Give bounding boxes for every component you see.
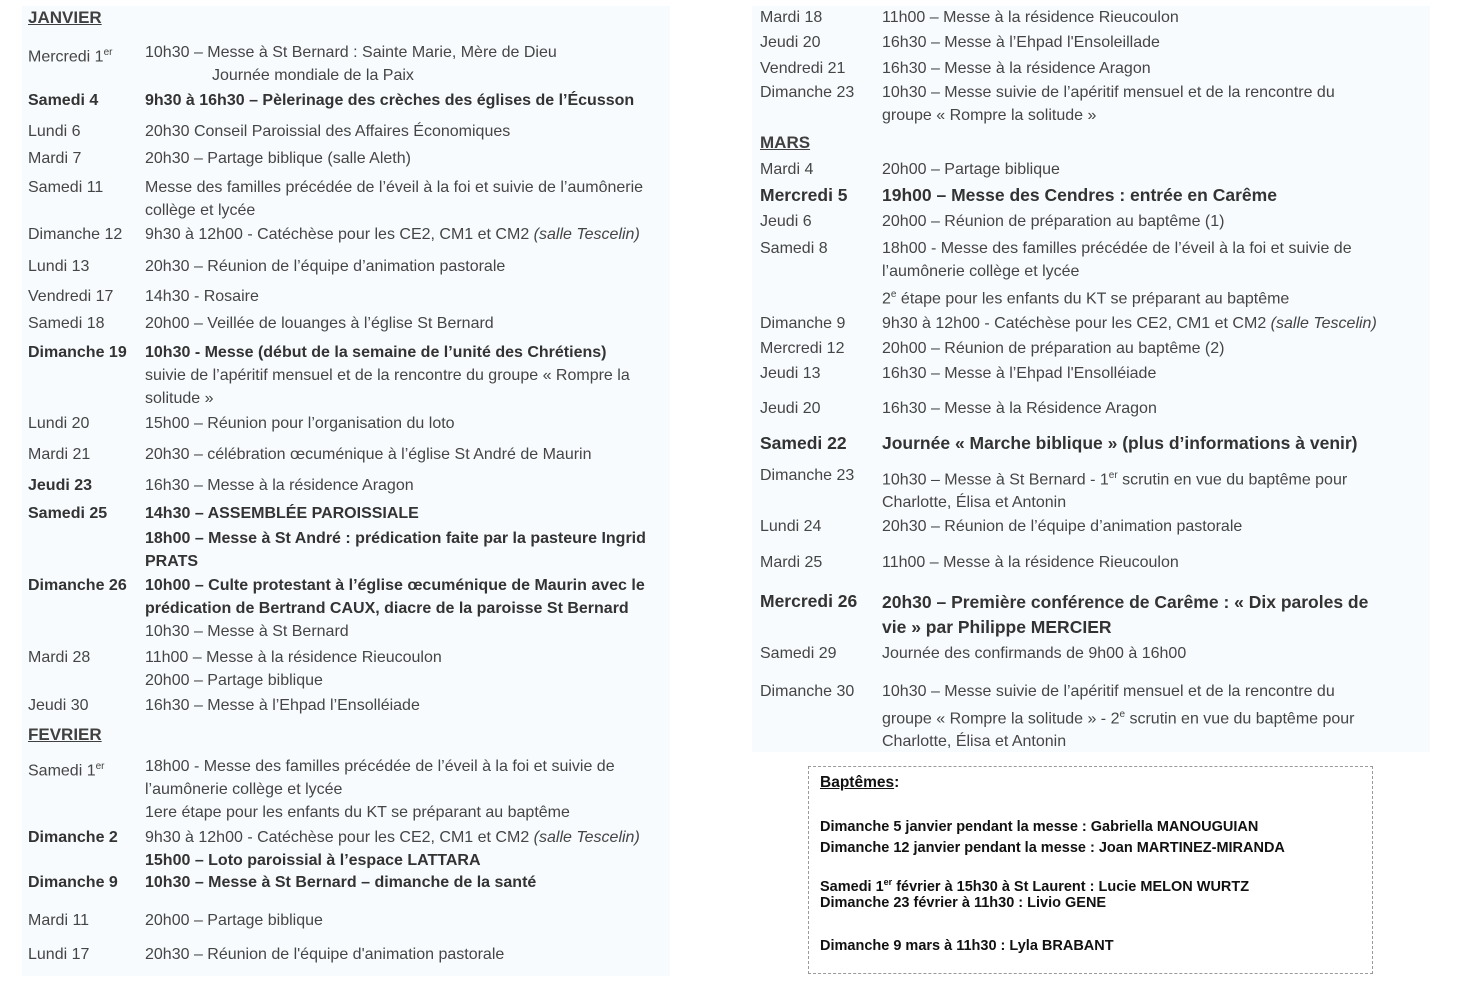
month-heading-fevrier: FEVRIER <box>28 725 102 744</box>
event-description: 10h30 – Messe suivie de l’apéritif mensuel et de la rencontre du groupe « Rompre la solitude » <box>882 84 1335 124</box>
event-day: Samedi 29 <box>760 645 837 662</box>
event-description: 16h30 – Messe à la Résidence Aragon <box>882 400 1157 417</box>
event-description: 9h30 à 12h00 - Catéchèse pour les CE2, CM1 et CM2 (salle Tescelin) 15h00 – Loto paroissial à l’espace LATTARA <box>145 829 640 868</box>
event-day: Dimanche 23 <box>760 467 855 484</box>
bapteme-entry: Samedi 1er février à 15h30 à St Laurent : Lucie MELON WURTZ <box>820 877 1250 895</box>
event-description: 20h30 – célébration œcuménique à l’église St André de Maurin <box>145 446 592 463</box>
event-description: 20h30 – Réunion de l'équipe d'animation pastorale <box>145 946 505 963</box>
bapteme-entry: Dimanche 23 février à 11h30 : Livio GENE <box>820 895 1107 911</box>
event-day: Samedi 8 <box>760 240 828 257</box>
event-day: Jeudi 13 <box>760 365 821 382</box>
event-day: Dimanche 26 <box>28 577 127 594</box>
event-description: 20h00 – Partage biblique <box>145 912 323 929</box>
event-description: 18h00 - Messe des familles précédée de l’éveil à la foi et suivie de l’aumônerie collège et lycée 2e étape pour les enfants du KT se préparant au baptême <box>882 240 1352 308</box>
event-day: Lundi 17 <box>28 946 90 963</box>
event-description: 16h30 – Messe à la résidence Aragon <box>145 477 414 494</box>
event-day: Samedi 11 <box>28 179 104 196</box>
event-day: Samedi 1er <box>28 761 105 780</box>
event-day: Samedi 4 <box>28 92 99 109</box>
event-day: Jeudi 6 <box>760 213 812 230</box>
event-description: 20h30 Conseil Paroissial des Affaires Économiques <box>145 123 511 140</box>
event-day: Mercredi 12 <box>760 340 845 357</box>
bapteme-entry: Dimanche 9 mars à 11h30 : Lyla BRABANT <box>820 938 1114 954</box>
event-day: Mardi 4 <box>760 161 814 178</box>
event-day: Lundi 6 <box>28 123 81 140</box>
event-description: 9h30 à 16h30 – Pèlerinage des crèches des églises de l’Écusson <box>145 92 635 109</box>
event-description: 14h30 – ASSEMBLÉE PAROISSIALE 18h00 – Messe à St André : prédication faite par la pasteure Ingrid PRATS <box>145 505 646 570</box>
event-day: Lundi 20 <box>28 415 90 432</box>
event-description: 10h30 – Messe à St Bernard – dimanche de la santé <box>145 874 537 891</box>
event-description: Messe des familles précédée de l’éveil à la foi et suivie de l’aumônerie collège et lycée <box>145 179 644 219</box>
event-day: Samedi 25 <box>28 505 108 522</box>
event-day: Dimanche 30 <box>760 683 855 700</box>
baptemes-title: Baptêmes: <box>820 774 900 791</box>
event-description: 10h00 – Culte protestant à l’église œcuménique de Maurin avec le prédication de Bertrand CAUX, diacre de la paroisse St Bernard 10h30 – Messe à St Bernard <box>145 577 645 640</box>
event-day: Lundi 13 <box>28 258 90 275</box>
event-day: Samedi 18 <box>28 315 105 332</box>
event-day: Mardi 11 <box>28 912 90 929</box>
month-heading-janvier: JANVIER <box>28 8 102 27</box>
event-day: Vendredi 17 <box>28 288 114 305</box>
event-day: Dimanche 2 <box>28 829 118 846</box>
event-description: 16h30 – Messe à la résidence Aragon <box>882 60 1151 77</box>
event-day: Dimanche 19 <box>28 344 127 361</box>
event-day: Vendredi 21 <box>760 60 846 77</box>
event-day: Dimanche 12 <box>28 226 123 243</box>
bapteme-entry: Dimanche 5 janvier pendant la messe : Gabriella MANOUGUIAN <box>820 819 1259 835</box>
event-day: Dimanche 9 <box>760 315 846 332</box>
event-day: Lundi 24 <box>760 518 822 535</box>
event-description: 14h30 - Rosaire <box>145 288 259 305</box>
baptemes-box <box>808 766 1373 974</box>
event-description: 10h30 - Messe (début de la semaine de l’unité des Chrétiens) suivie de l’apéritif mensuel et de la rencontre du groupe « Rompre la solitude » <box>145 344 630 407</box>
event-day: Jeudi 20 <box>760 34 821 51</box>
event-day: Mardi 7 <box>28 150 82 167</box>
event-description: 16h30 – Messe à l’Ehpad l'Ensolléiade <box>882 365 1157 382</box>
event-description: 11h00 – Messe à la résidence Rieucoulon <box>882 9 1179 26</box>
event-description: 20h30 – Partage biblique (salle Aleth) <box>145 150 411 167</box>
event-day: Samedi 22 <box>760 433 847 453</box>
event-day: Mardi 21 <box>28 446 91 463</box>
event-description: 10h30 – Messe suivie de l’apéritif mensuel et de la rencontre du groupe « Rompre la solitude » - 2e scrutin en vue du baptême pour Charlotte, Élisa et Antonin <box>882 683 1355 751</box>
event-description: Journée des confirmands de 9h00 à 16h00 <box>882 645 1187 662</box>
event-description: 20h30 – Réunion de l’équipe d’animation pastorale <box>882 518 1243 535</box>
event-description: Journée « Marche biblique » (plus d’informations à venir) <box>882 433 1358 453</box>
event-day: Jeudi 30 <box>28 697 89 714</box>
month-heading-mars: MARS <box>760 133 811 152</box>
event-description: 20h30 – Première conférence de Carême : « Dix paroles de vie » par Philippe MERCIER <box>882 592 1369 637</box>
event-day: Dimanche 23 <box>760 84 855 101</box>
event-description: 9h30 à 12h00 - Catéchèse pour les CE2, CM1 et CM2 (salle Tescelin) <box>882 315 1377 332</box>
event-description: 20h00 – Partage biblique <box>882 161 1060 178</box>
event-day: Mardi 28 <box>28 649 91 666</box>
event-description: 19h00 – Messe des Cendres : entrée en Carême <box>882 185 1277 205</box>
event-description: 15h00 – Réunion pour l’organisation du loto <box>145 415 455 432</box>
event-day: Mercredi 1er <box>28 47 113 66</box>
event-description: 10h30 – Messe à St Bernard - 1er scrutin en vue du baptême pour Charlotte, Élisa et Antonin <box>882 470 1348 512</box>
event-day: Mardi 18 <box>760 9 823 26</box>
event-day: Mercredi 26 <box>760 591 858 611</box>
event-description: 11h00 – Messe à la résidence Rieucoulon <box>882 554 1179 571</box>
event-description: 20h00 – Réunion de préparation au baptême (2) <box>882 340 1225 357</box>
event-description: 18h00 - Messe des familles précédée de l’éveil à la foi et suivie de l’aumônerie collège et lycée 1ere étape pour les enfants du KT se préparant au baptême <box>145 758 615 821</box>
event-description: 20h00 – Veillée de louanges à l’église St Bernard <box>145 315 494 332</box>
event-description: 11h00 – Messe à la résidence Rieucoulon 20h00 – Partage biblique <box>145 649 442 689</box>
event-day: Dimanche 9 <box>28 874 118 891</box>
event-description: 10h30 – Messe à St Bernard : Sainte Marie, Mère de Dieu Journée mondiale de la Paix <box>145 44 557 84</box>
bapteme-entry: Dimanche 12 janvier pendant la messe : Joan MARTINEZ-MIRANDA <box>820 840 1285 856</box>
event-day: Jeudi 20 <box>760 400 821 417</box>
event-description: 20h30 – Réunion de l’équipe d’animation pastorale <box>145 258 506 275</box>
event-day: Mercredi 5 <box>760 185 848 205</box>
event-description: 20h00 – Réunion de préparation au baptême (1) <box>882 213 1225 230</box>
event-description: 16h30 – Messe à l’Ehpad l’Ensolléiade <box>145 697 420 714</box>
event-description: 9h30 à 12h00 - Catéchèse pour les CE2, CM1 et CM2 (salle Tescelin) <box>145 226 640 243</box>
event-description: 16h30 – Messe à l’Ehpad l'Ensoleillade <box>882 34 1160 51</box>
event-day: Jeudi 23 <box>28 477 93 494</box>
event-day: Mardi 25 <box>760 554 823 571</box>
